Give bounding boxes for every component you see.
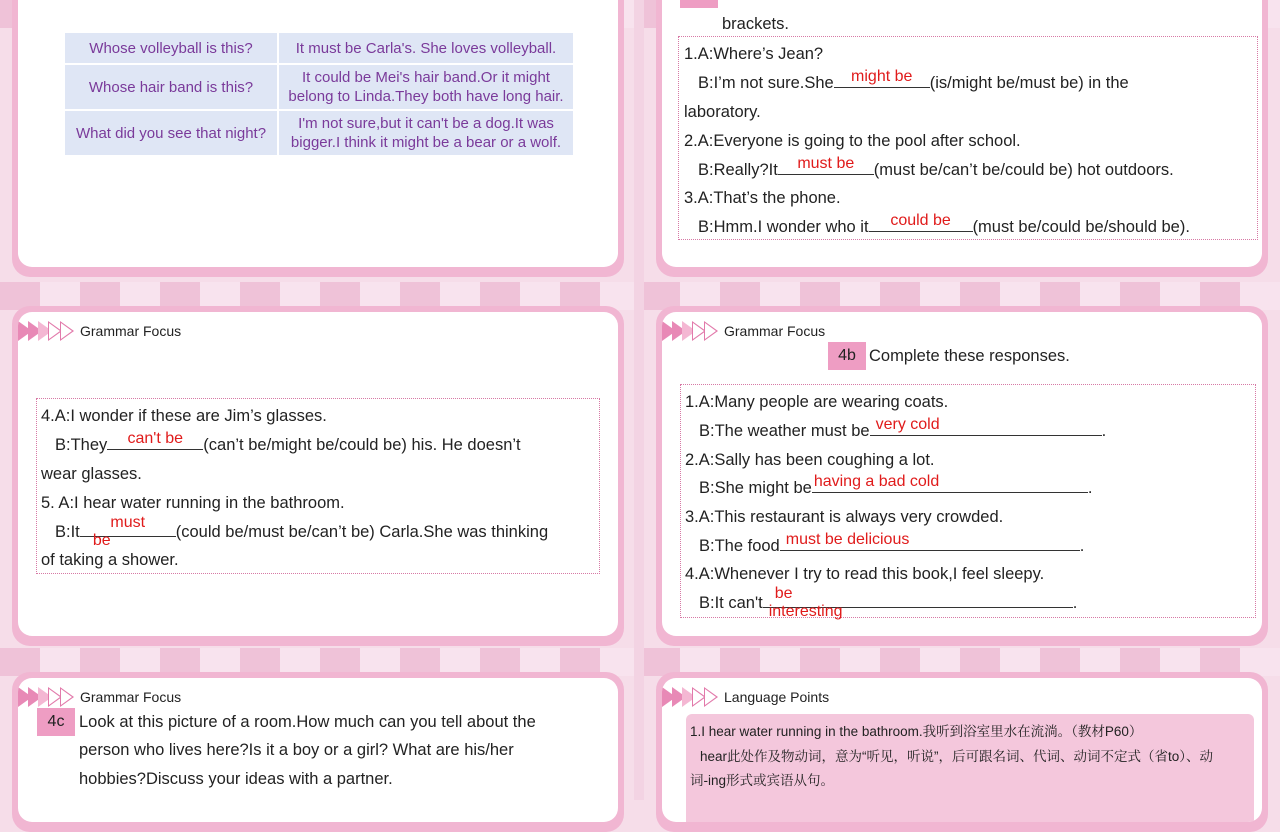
panel-divider: [634, 0, 644, 800]
slide-panel-2: [656, 0, 1268, 277]
slide-panel-5: [12, 672, 624, 832]
table-cell: [278, 64, 574, 110]
instruction-text: Look at this picture of a room.How much can you tell about the: [79, 713, 536, 731]
header-arrows-icon: [662, 321, 716, 341]
question-line: 1.A:Many people are wearing coats.: [685, 393, 949, 411]
line-text: (can’t be/might be/could be) his. He doesn’t: [203, 436, 521, 454]
question-line: 4.A:Whenever I try to read this book,I feel sleepy.: [685, 565, 1045, 583]
answer-line-cont: wear glasses.: [41, 465, 142, 483]
slide-panel-4: [656, 306, 1268, 646]
answer-text: [80, 514, 176, 550]
section-title: Grammar Focus: [80, 323, 182, 339]
line-text: B:She might be: [699, 479, 812, 497]
answer-blank[interactable]: [763, 585, 1073, 620]
line-text: (is/might be/must be) in the: [929, 74, 1129, 92]
line-text: B:Hmm.I wonder who it: [698, 218, 869, 236]
answer-line: [55, 514, 549, 549]
answer-line: [698, 69, 1129, 98]
header-arrows-icon: [18, 687, 72, 707]
table-row: [64, 32, 574, 64]
answer-word: interesting: [768, 603, 843, 620]
answer-text: must be: [797, 155, 855, 172]
answer-word: must: [110, 514, 146, 531]
header-arrows-icon: [662, 687, 716, 707]
slide-header: [662, 686, 829, 708]
answer-line-cont: of taking a shower.: [41, 551, 179, 569]
line-text: B:Really?It: [698, 161, 778, 179]
answer-blank[interactable]: [780, 532, 1080, 551]
slide-panel-6: [656, 672, 1268, 832]
exercise-tag: 4c: [37, 708, 75, 736]
answer-word: be: [92, 532, 111, 549]
section-title: Grammar Focus: [724, 323, 826, 339]
instruction-text: Complete these responses.: [869, 347, 1070, 365]
answer-text: having a bad cold: [813, 473, 940, 490]
answer-word: be: [774, 585, 793, 602]
answer-blank[interactable]: [778, 156, 874, 175]
table-row: [64, 64, 574, 110]
section-title: Language Points: [724, 689, 830, 705]
slide-panel-3: [12, 306, 624, 646]
line-text: B:The weather must be: [699, 422, 870, 440]
answer-line-cont: laboratory.: [684, 103, 761, 121]
period: .: [1087, 479, 1093, 497]
question-line: 3.A:This restaurant is always very crowded.: [685, 508, 1004, 526]
answer-line: [699, 532, 1084, 561]
line-text: B:They: [55, 436, 108, 454]
language-point-line: 1.I hear water running in the bathroom.我听到浴室里水在流淌。（教材P60）: [690, 724, 1143, 739]
answer-text: must be delicious: [785, 531, 910, 548]
line-text: (must be/can’t be/could be) hot outdoors.: [873, 161, 1174, 179]
cell-line: belong to Linda.They both have long hair.: [288, 88, 564, 105]
header-arrows-icon: [18, 321, 72, 341]
slide-header: [662, 320, 825, 342]
example-table: [63, 31, 575, 157]
slide-header: [18, 320, 181, 342]
line-text: (must be/could be/should be).: [972, 218, 1190, 236]
answer-blank[interactable]: [869, 213, 973, 232]
period: .: [1079, 537, 1085, 555]
line-text: B:It: [55, 523, 80, 541]
table-row: [64, 110, 574, 156]
table-cell: Whose volleyball is this?: [64, 32, 278, 64]
answer-line: [698, 213, 1190, 242]
answer-blank[interactable]: [834, 69, 930, 88]
exercise-tag: 4b: [828, 342, 866, 370]
instruction-text: hobbies?Discuss your ideas with a partner.: [79, 770, 393, 788]
answer-text: can't be: [127, 430, 184, 447]
answer-blank[interactable]: [107, 431, 203, 450]
answer-blank[interactable]: [870, 417, 1102, 436]
instruction-text: brackets.: [722, 15, 789, 33]
slide-panel-1: [12, 0, 624, 277]
section-title: Grammar Focus: [80, 689, 182, 705]
instruction-text: person who lives here?Is it a boy or a girl? What are his/her: [79, 741, 514, 759]
line-text: B:It can't: [699, 594, 763, 612]
line-text: B:I’m not sure.She: [698, 74, 834, 92]
question-line: 5. A:I hear water running in the bathroom.: [41, 494, 345, 512]
answer-line: [699, 474, 1092, 503]
question-line: 2.A:Sally has been coughing a lot.: [685, 451, 935, 469]
answer-line: [55, 431, 521, 460]
question-line: 2.A:Everyone is going to the pool after school.: [684, 132, 1021, 150]
question-line: 1.A:Where’s Jean?: [684, 45, 824, 63]
answer-blank[interactable]: [812, 474, 1088, 493]
answer-text: could be: [890, 212, 951, 229]
answer-line: [699, 417, 1106, 446]
tag-fragment: [680, 0, 718, 8]
cell-line: It could be Mei's hair band.Or it might: [302, 69, 550, 86]
slide-header: [18, 686, 181, 708]
period: .: [1072, 594, 1078, 612]
line-text: (could be/must be/can’t be) Carla.She was thinking: [175, 523, 549, 541]
table-cell: [278, 110, 574, 156]
answer-line: [699, 585, 1078, 620]
question-line: 4.A:I wonder if these are Jim’s glasses.: [41, 407, 327, 425]
answer-text: [763, 585, 1073, 621]
language-point-line: hear此处作及物动词，意为“听见，听说”，后可跟名词、代词、动词不定式（省to）、动: [700, 749, 1214, 764]
question-line: 3.A:That’s the phone.: [684, 189, 841, 207]
cell-line: I'm not sure,but it can't be a dog.It was: [298, 115, 554, 132]
language-point-line: 词-ing形式或宾语从句。: [690, 773, 835, 788]
answer-line: [698, 156, 1174, 185]
table-cell: It must be Carla's. She loves volleyball.: [278, 32, 574, 64]
table-cell: Whose hair band is this?: [64, 64, 278, 110]
table-cell: What did you see that night?: [64, 110, 278, 156]
line-text: B:The food: [699, 537, 780, 555]
period: .: [1101, 422, 1107, 440]
answer-text: very cold: [875, 416, 940, 433]
cell-line: bigger.I think it might be a bear or a wolf.: [290, 134, 562, 151]
answer-text: might be: [851, 68, 913, 85]
answer-blank[interactable]: [80, 514, 176, 549]
